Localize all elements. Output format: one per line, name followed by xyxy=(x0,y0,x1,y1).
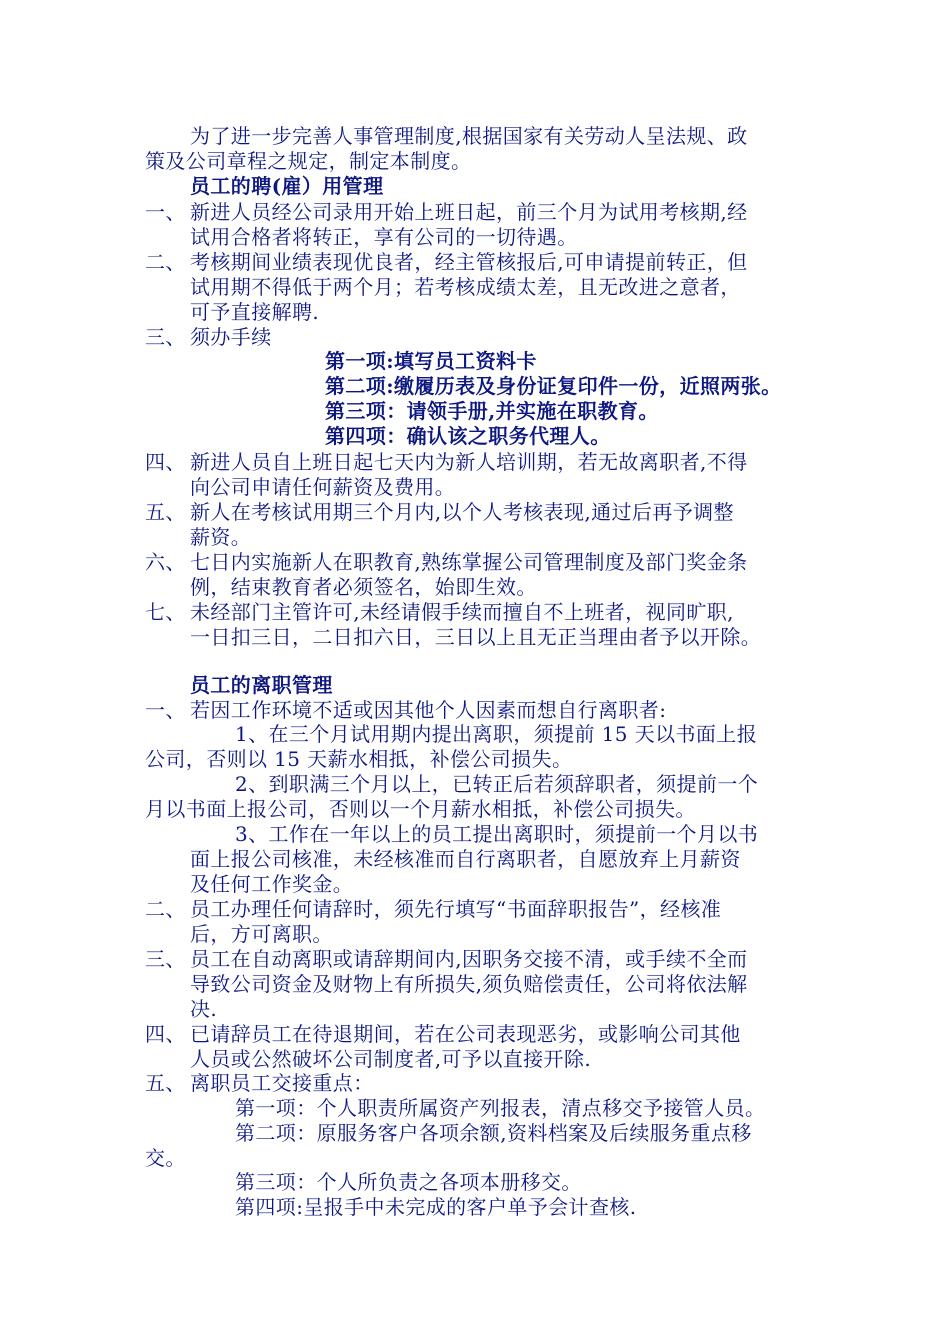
intro-line: 策及公司章程之规定，制定本制度。 xyxy=(145,149,472,173)
item-text: 考核期间业绩表现优良者，经主管核报后,可申请提前转正，但 xyxy=(190,250,748,274)
item-number: 三、 xyxy=(145,947,186,971)
sub-item-text: 面上报公司核准，未经核准而自行离职者，自愿放弃上月薪资 xyxy=(190,847,741,871)
handover-item: 第二项：原服务客户各项余额,资料档案及后续服务重点移 xyxy=(235,1121,752,1145)
procedure-step: 第三项：请领手册,并实施在职教育。 xyxy=(325,399,659,423)
item-text: 新进人员自上班日起七天内为新人培训期，若无故离职者,不得 xyxy=(190,450,748,474)
sub-item-text: 公司，否则以 15 天薪水相抵，补偿公司损失。 xyxy=(145,747,573,771)
item-text: 试用合格者将转正，享有公司的一切待遇。 xyxy=(190,225,578,249)
item-number: 五、 xyxy=(145,1071,186,1095)
item-text: 七日内实施新人在职教育,熟练掌握公司管理制度及部门奖金条 xyxy=(190,550,748,574)
item-text: 新进人员经公司录用开始上班日起，前三个月为试用考核期,经 xyxy=(190,200,748,224)
item-number: 二、 xyxy=(145,897,186,921)
item-text: 一日扣三日，二日扣六日，三日以上且无正当理由者予以开除。 xyxy=(190,625,762,649)
item-number: 四、 xyxy=(145,450,186,474)
item-text: 向公司申请任何薪资及费用。 xyxy=(190,475,456,499)
item-number: 五、 xyxy=(145,500,186,524)
handover-item: 第一项：个人职责所属资产列报表，清点移交予接管人员。 xyxy=(235,1096,766,1120)
item-text: 人员或公然破坏公司制度者,可予以直接开除. xyxy=(190,1047,592,1071)
procedure-step: 第二项:缴履历表及身份证复印件一份，近照两张。 xyxy=(325,374,782,398)
item-number: 二、 xyxy=(145,250,186,274)
item-number: 四、 xyxy=(145,1022,186,1046)
procedure-step: 第一项:填写员工资料卡 xyxy=(325,349,537,373)
sub-item-text: 3、工作在一年以上的员工提出离职时，须提前一个月以书 xyxy=(235,822,759,846)
item-text: 离职员工交接重点： xyxy=(190,1071,374,1095)
item-text: 可予直接解聘. xyxy=(190,300,320,324)
sub-item-text: 及任何工作奖金。 xyxy=(190,872,354,896)
sub-item-text: 月以书面上报公司，否则以一个月薪水相抵，补偿公司损失。 xyxy=(145,797,696,821)
item-text: 薪资。 xyxy=(190,525,252,549)
item-text: 须办手续 xyxy=(190,325,272,349)
item-number: 三、 xyxy=(145,325,186,349)
intro-line: 为了进一步完善人事管理制度,根据国家有关劳动人呈法规、政 xyxy=(190,124,748,148)
item-text: 新人在考核试用期三个月内,以个人考核表现,通过后再予调整 xyxy=(190,500,734,524)
section-heading: 员工的聘(雇）用管理 xyxy=(190,174,384,198)
item-text: 后，方可离职。 xyxy=(190,922,333,946)
item-text: 试用期不得低于两个月；若考核成绩太差，且无改进之意者， xyxy=(190,275,741,299)
item-text: 员工办理任何请辞时，须先行填写“书面辞职报告”，经核准 xyxy=(190,897,722,921)
item-text: 决. xyxy=(190,997,218,1021)
item-number: 一、 xyxy=(145,698,186,722)
item-text: 已请辞员工在待退期间，若在公司表现恶劣，或影响公司其他 xyxy=(190,1022,741,1046)
handover-item: 交。 xyxy=(145,1146,186,1170)
handover-item: 第三项：个人所负责之各项本册移交。 xyxy=(235,1170,582,1194)
item-text: 若因工作环境不适或因其他个人因素而想自行离职者: xyxy=(190,698,667,722)
item-text: 例，结束教育者必须签名，始即生效。 xyxy=(190,575,537,599)
procedure-step: 第四项：确认该之职务代理人。 xyxy=(325,424,611,448)
item-number: 一、 xyxy=(145,200,186,224)
item-text: 员工在自动离职或请辞期间内,因职务交接不清，或手续不全而 xyxy=(190,947,748,971)
sub-item-text: 2、到职满三个月以上，已转正后若须辞职者，须提前一个 xyxy=(235,772,759,796)
handover-item: 第四项:呈报手中未完成的客户单予会计查核. xyxy=(235,1195,637,1219)
item-text: 未经部门主管许可,未经请假手续而擅自不上班者，视同旷职, xyxy=(190,600,734,624)
sub-item-text: 1、在三个月试用期内提出离职，须提前 15 天以书面上报 xyxy=(235,722,758,746)
item-number: 六、 xyxy=(145,550,186,574)
item-number: 七、 xyxy=(145,600,186,624)
item-text: 导致公司资金及财物上有所损失,须负赔偿责任，公司将依法解 xyxy=(190,972,748,996)
section-heading: 员工的离职管理 xyxy=(190,673,333,697)
